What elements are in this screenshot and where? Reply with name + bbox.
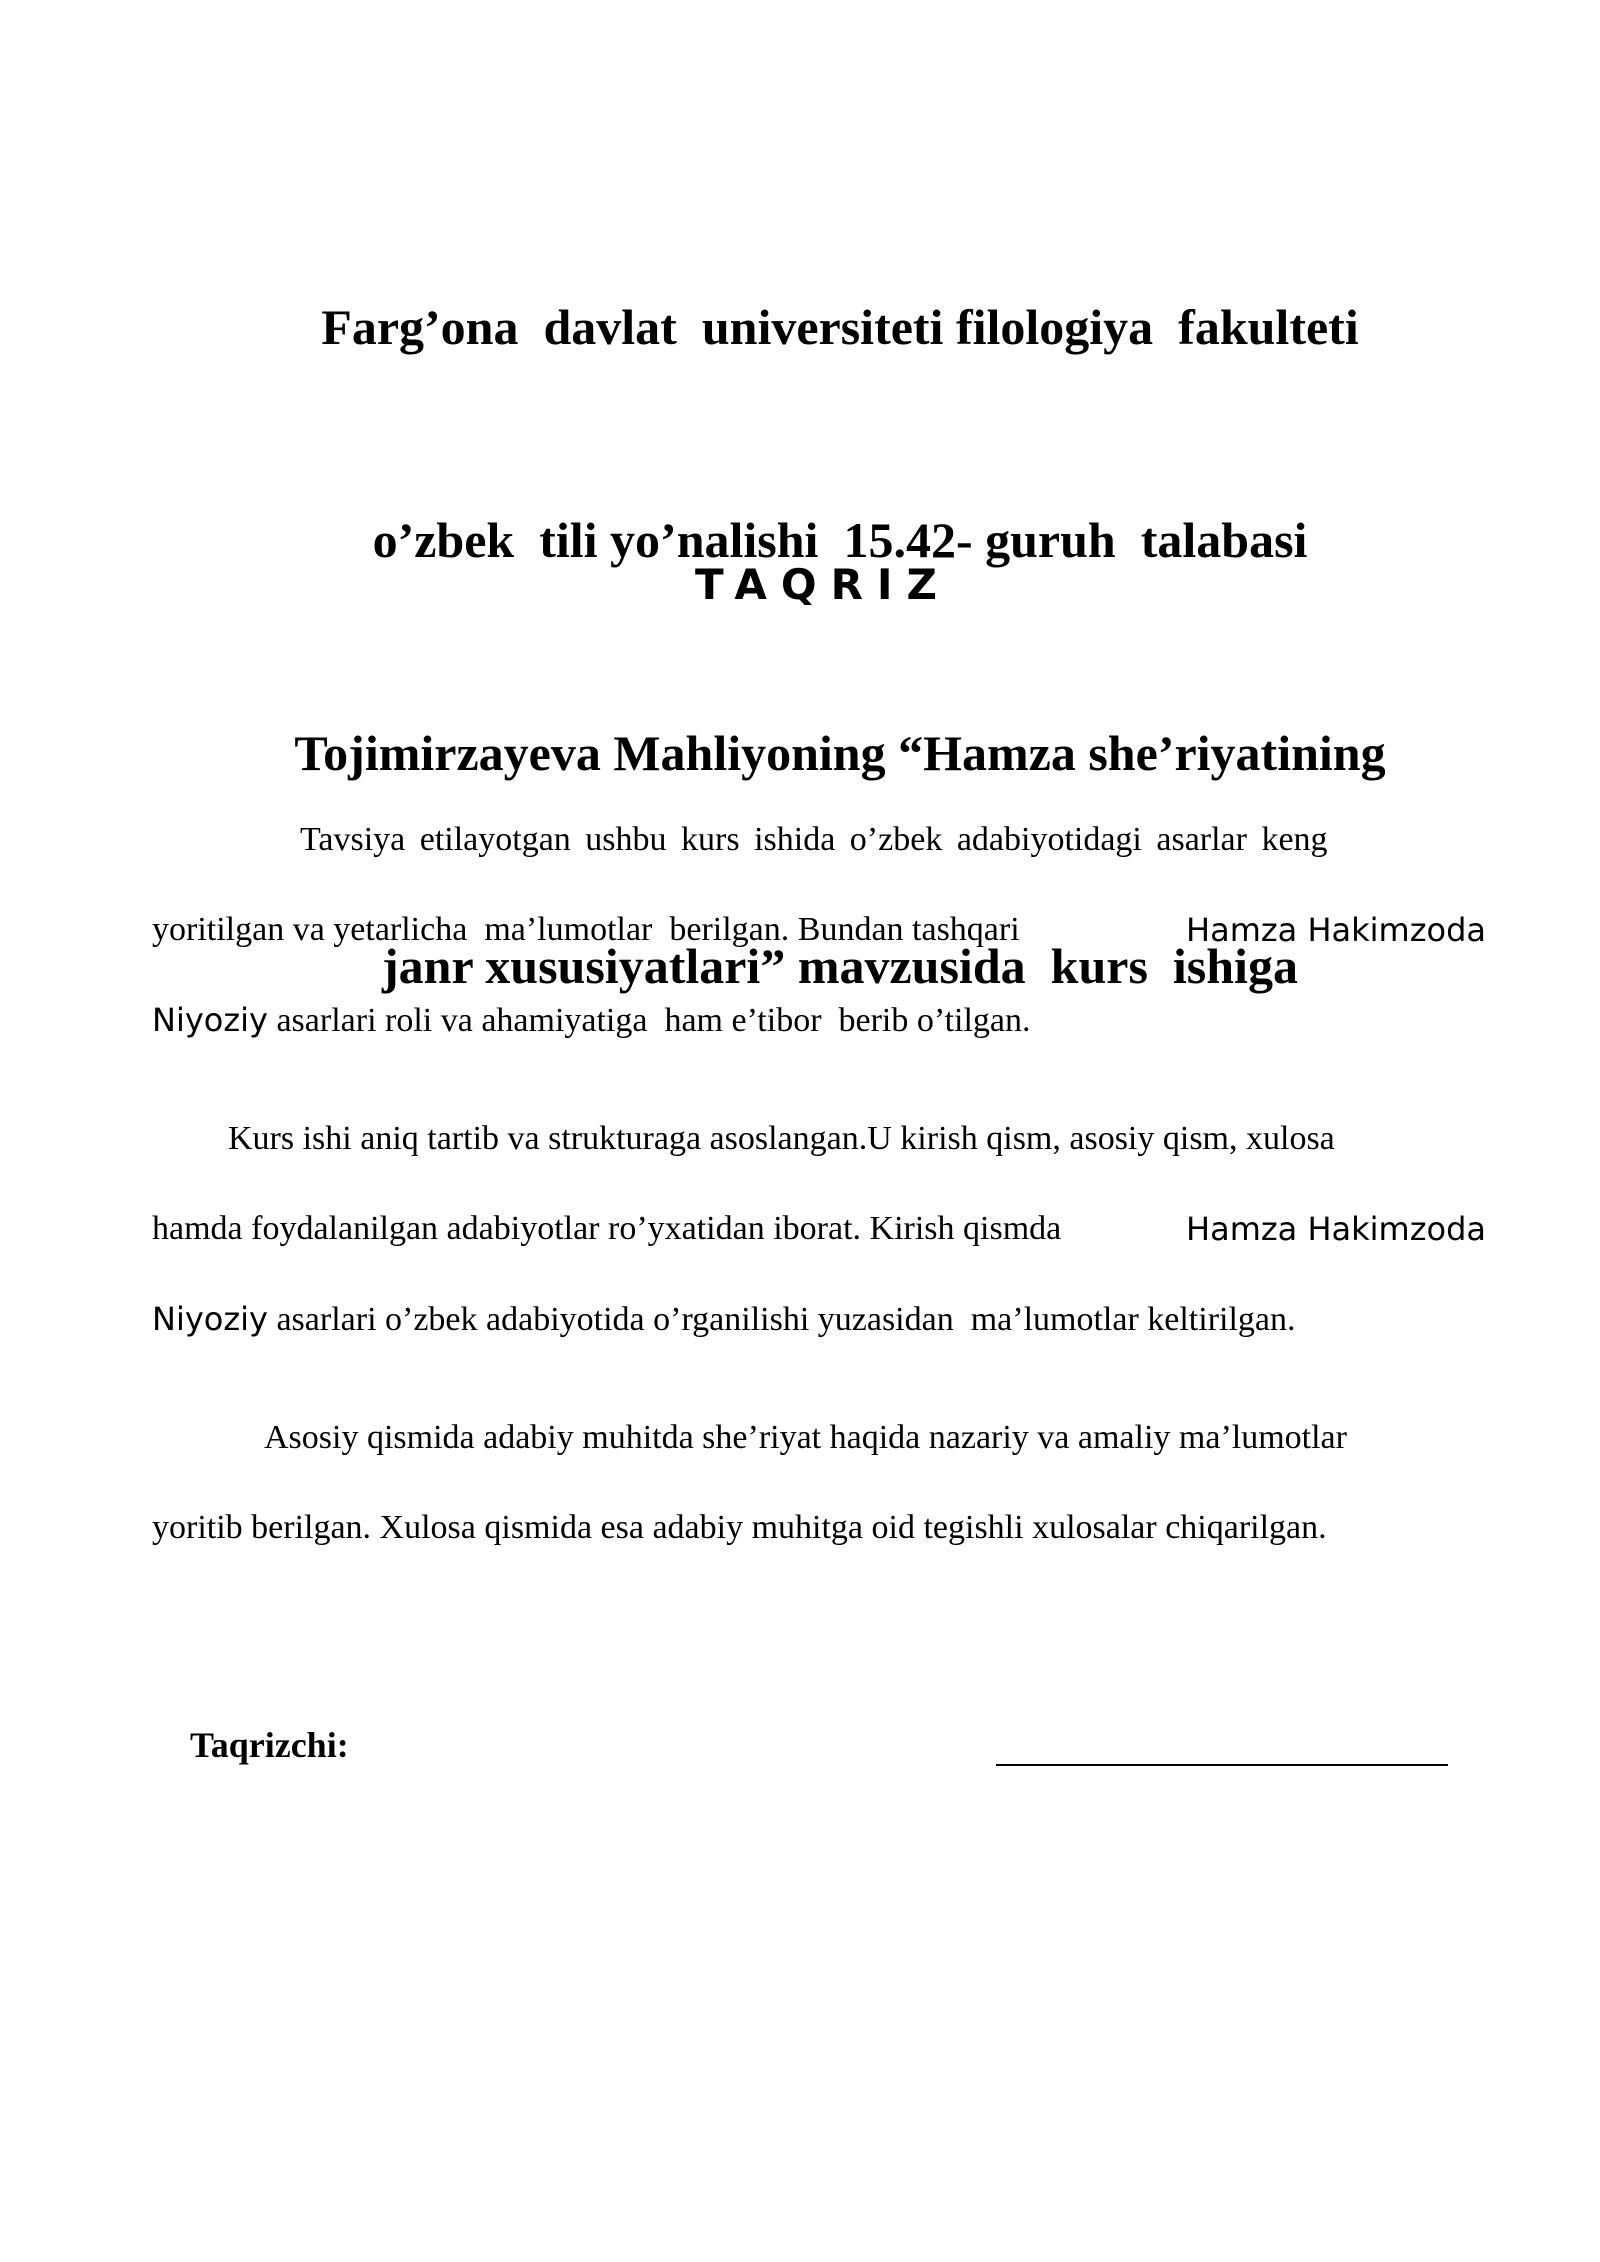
paragraph-1-line-2-text: yoritilgan va yetarlicha ma’lumotlar berilgan. Bundan tashqari (152, 911, 1020, 948)
paragraph-2-line-2-text: hamda foydalanilgan adabiyotlar ro’yxatidan iborat. Kirish qismda (152, 1210, 1062, 1247)
paragraph-1-line-1: Tavsiya etilayotgan ushbu kurs ishida o’zbek adabiyotidagi asarlar keng (300, 821, 1328, 858)
paragraph-2 (152, 1094, 1486, 1364)
paragraph-3-line-1: Asosiy qismida adabiy muhitda she’riyat haqida nazariy va amaliy ma’lumotlar (264, 1419, 1347, 1456)
header-line-2: o’zbek tili yo’nalishi 15.42- guruh talabasi (372, 512, 1308, 568)
author-name-part-2: Niyoziy (152, 1300, 268, 1338)
paragraph-2-line-2 (152, 1184, 1486, 1274)
paragraph-3 (152, 1393, 1486, 1573)
paragraph-1-line-3 (152, 975, 1486, 1065)
author-name-part-1: Hamza Hakimzoda (1186, 1210, 1486, 1248)
paragraph-2-line-1: Kurs ishi aniq tartib va strukturaga asoslangan.U kirish qism, asosiy qism, xulosa (228, 1120, 1335, 1157)
header-line-1: Farg’ona davlat universiteti filologiya fakulteti (321, 299, 1359, 355)
paragraph-1 (152, 795, 1486, 1065)
signature-line (996, 1764, 1448, 1766)
author-name-part-2: Niyoziy (152, 1001, 268, 1039)
reviewer-label: Taqrizchi: (190, 1725, 349, 1765)
paragraph-1-line-3-text: asarlari roli va ahamiyatiga ham e’tibor berib o’tilgan. (267, 1002, 1031, 1039)
paragraph-1-line-2 (152, 885, 1486, 975)
paragraph-2-line-3-text: asarlari o’zbek adabiyotida o’rganilishi yuzasidan ma’lumotlar keltirilgan. (267, 1301, 1296, 1338)
paragraph-3-line-2: yoritib berilgan. Xulosa qismida esa adabiy muhitga oid tegishli xulosalar chiqarilgan. (152, 1509, 1327, 1546)
paragraph-2-line-3 (152, 1274, 1486, 1364)
author-name-part-1: Hamza Hakimzoda (1186, 911, 1486, 949)
document-title: TAQRIZ (694, 560, 952, 609)
header-line-4: janr xususiyatlari” mavzusida kurs ishiga (382, 938, 1298, 994)
header-line-3: Tojimirzayeva Mahliyoning “Hamza she’riyatining (294, 725, 1386, 781)
